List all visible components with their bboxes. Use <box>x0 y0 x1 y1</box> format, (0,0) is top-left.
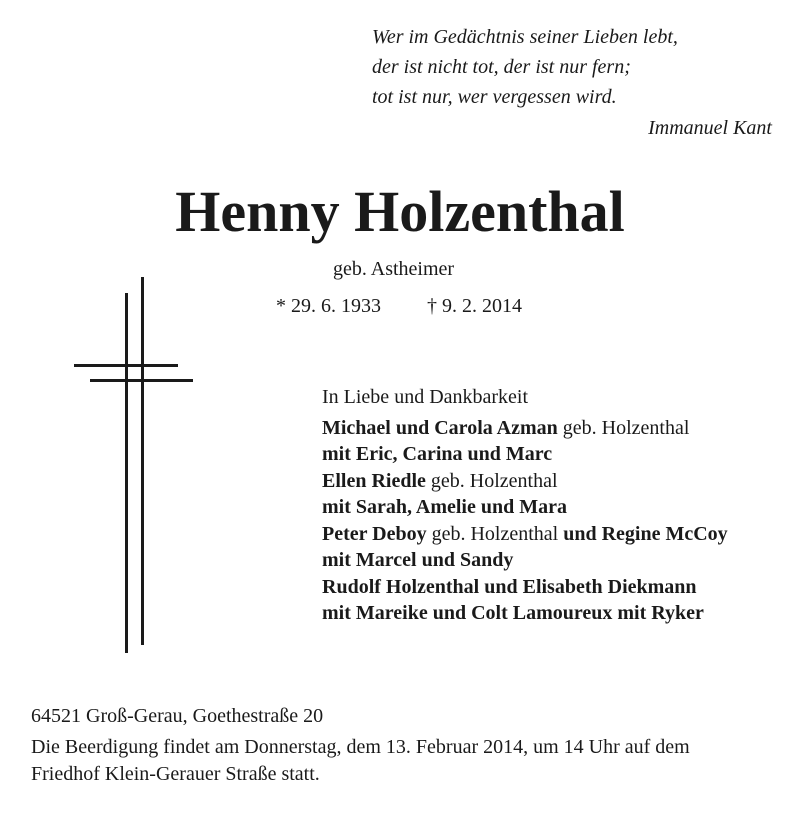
cross-vertical-left <box>125 293 128 653</box>
mourner-names: mit Mareike und Colt Lamoureux mit Ryker <box>322 602 704 624</box>
funeral-line: Friedhof Klein-Gerauer Straße statt. <box>31 762 320 785</box>
quote-line: der ist nicht tot, der ist nur fern; <box>372 56 631 78</box>
mourner-line <box>322 600 792 627</box>
quote-line: tot ist nur, wer vergessen wird. <box>372 86 617 108</box>
death-date: † 9. 2. 2014 <box>427 295 522 317</box>
mourner-line <box>322 547 792 574</box>
mourner-line <box>322 468 792 495</box>
quote-author: Immanuel Kant <box>648 117 772 139</box>
deceased-name: Henny Holzenthal <box>175 179 625 244</box>
quote-line: Wer im Gedächtnis seiner Lieben lebt, <box>372 26 678 48</box>
family-address: 64521 Groß-Gerau, Goethestraße 20 <box>31 705 324 727</box>
mourner-line <box>322 574 792 601</box>
mourner-names: Rudolf Holzenthal und Elisabeth Diekmann <box>322 575 697 598</box>
mourner-note: geb. Holzenthal <box>557 416 690 439</box>
mourner-line <box>322 494 792 521</box>
mourner-list <box>322 415 792 627</box>
mourner-names: mit Eric, Carina und Marc <box>322 443 553 465</box>
birth-date: * 29. 6. 1933 <box>276 295 381 317</box>
mourner-names: mit Sarah, Amelie und Mara <box>322 496 567 518</box>
mourners-intro: In Liebe und Dankbarkeit <box>322 386 529 408</box>
mourner-names: Ellen Riedle <box>322 469 426 492</box>
cross-horizontal-bottom <box>90 379 193 382</box>
mourner-names: Michael und Carola Azman <box>322 416 558 439</box>
mourner-line <box>322 415 792 442</box>
memorial-quote <box>372 22 772 143</box>
mourner-names: Peter Deboy <box>322 522 427 545</box>
mourner-note: geb. Holzenthal <box>425 469 558 492</box>
mourner-line <box>322 521 792 548</box>
funeral-notice <box>31 734 791 787</box>
maiden-name: geb. Astheimer <box>333 258 455 280</box>
mourners-block <box>322 384 792 627</box>
cross-vertical-right <box>141 277 144 645</box>
mourner-names: mit Marcel und Sandy <box>322 549 514 571</box>
mourner-note: geb. Holzenthal <box>426 522 564 545</box>
mourner-line <box>322 441 792 468</box>
funeral-line: Die Beerdigung findet am Donnerstag, dem 13. Februar 2014, um 14 Uhr auf dem <box>31 736 690 758</box>
cross-horizontal-top <box>74 364 178 367</box>
mourner-names: und Regine McCoy <box>563 522 728 545</box>
